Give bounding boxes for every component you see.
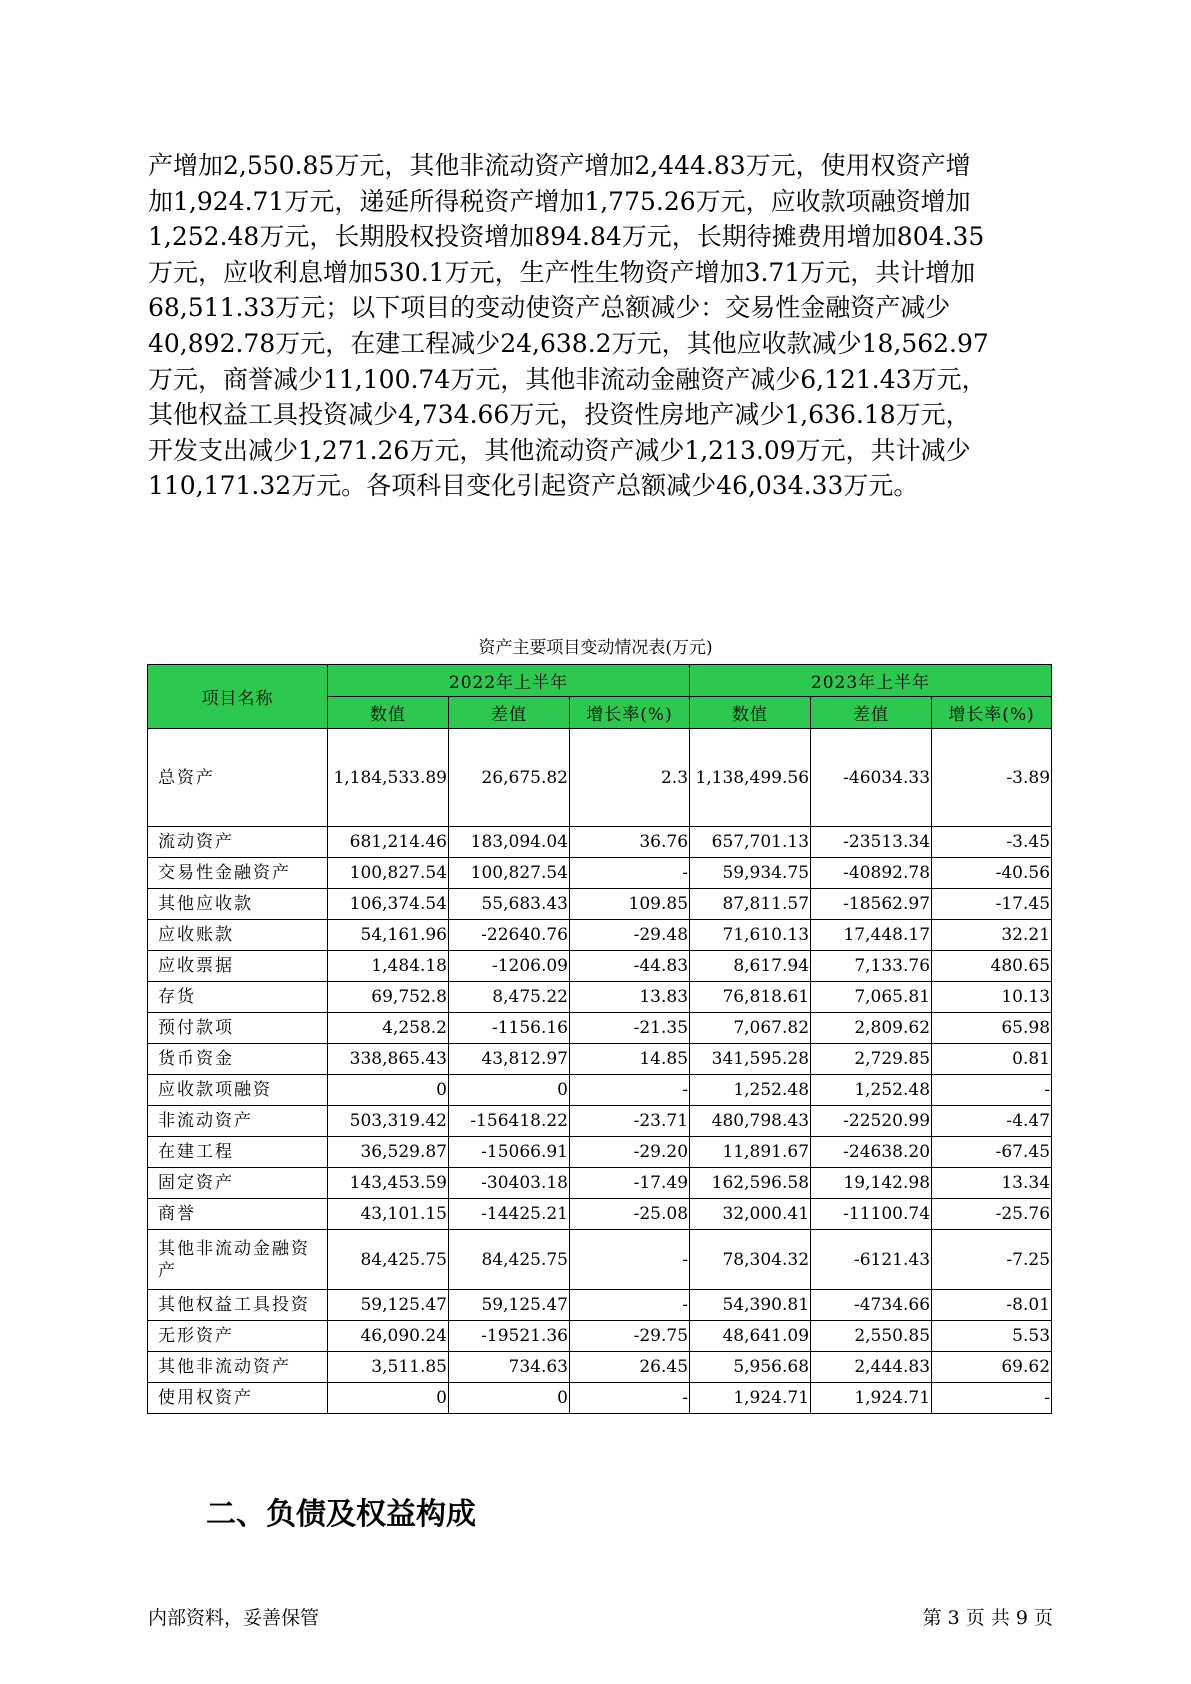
table-row [148, 1290, 1052, 1321]
cell-value-2022: 0 [328, 1075, 449, 1106]
cell-value-2023: 162,596.58 [690, 1168, 811, 1199]
cell-value-2022: 1,184,533.89 [328, 729, 449, 827]
cell-growth-2023: 69.62 [932, 1352, 1052, 1383]
cell-growth-2023: -3.45 [932, 827, 1052, 858]
header-diff-2022: 差值 [449, 697, 570, 729]
cell-growth-2022: -29.20 [570, 1137, 690, 1168]
cell-growth-2023: -40.56 [932, 858, 1052, 889]
cell-diff-2022: -22640.76 [449, 920, 570, 951]
cell-diff-2023: -4734.66 [811, 1290, 932, 1321]
cell-value-2023: 59,934.75 [690, 858, 811, 889]
cell-diff-2022: 55,683.43 [449, 889, 570, 920]
cell-growth-2022: -44.83 [570, 951, 690, 982]
cell-growth-2023: 5.53 [932, 1321, 1052, 1352]
cell-diff-2023: -24638.20 [811, 1137, 932, 1168]
row-item-name: 流动资产 [148, 827, 328, 858]
cell-growth-2022: 36.76 [570, 827, 690, 858]
cell-value-2023: 8,617.94 [690, 951, 811, 982]
paragraph-line: 其他权益工具投资减少4,734.66万元，投资性房地产减少1,636.18万元， [148, 400, 971, 430]
paragraph-line: 万元，商誉减少11,100.74万元，其他非流动金融资产减少6,121.43万元， [148, 364, 987, 394]
cell-growth-2023: -25.76 [932, 1199, 1052, 1230]
header-value-2023: 数值 [690, 697, 811, 729]
cell-value-2022: 84,425.75 [328, 1230, 449, 1290]
cell-value-2022: 503,319.42 [328, 1106, 449, 1137]
footer-confidential-note: 内部资料，妥善保管 [148, 1607, 320, 1629]
cell-value-2023: 7,067.82 [690, 1013, 811, 1044]
paragraph-line: 40,892.78万元，在建工程减少24,638.2万元，其他应收款减少18,562.97 [148, 328, 989, 358]
table-row [148, 1199, 1052, 1230]
row-item-name: 应收账款 [148, 920, 328, 951]
cell-value-2023: 1,252.48 [690, 1075, 811, 1106]
row-item-name: 交易性金融资产 [148, 858, 328, 889]
header-item-name: 项目名称 [148, 665, 328, 729]
row-item-name: 预付款项 [148, 1013, 328, 1044]
row-item-name: 货币资金 [148, 1044, 328, 1075]
cell-growth-2022: -29.75 [570, 1321, 690, 1352]
table-body [148, 729, 1052, 1414]
cell-diff-2023: 1,252.48 [811, 1075, 932, 1106]
cell-growth-2023: -67.45 [932, 1137, 1052, 1168]
cell-growth-2022: -17.49 [570, 1168, 690, 1199]
row-item-name: 无形资产 [148, 1321, 328, 1352]
cell-value-2022: 3,511.85 [328, 1352, 449, 1383]
table-row [148, 951, 1052, 982]
cell-value-2022: 100,827.54 [328, 858, 449, 889]
cell-diff-2022: 100,827.54 [449, 858, 570, 889]
table-row [148, 1321, 1052, 1352]
cell-diff-2023: -6121.43 [811, 1230, 932, 1290]
cell-growth-2022: - [570, 1290, 690, 1321]
cell-value-2023: 480,798.43 [690, 1106, 811, 1137]
body-paragraph [148, 148, 1058, 504]
cell-growth-2023: 10.13 [932, 982, 1052, 1013]
cell-growth-2022: 26.45 [570, 1352, 690, 1383]
cell-growth-2022: -23.71 [570, 1106, 690, 1137]
table-row [148, 889, 1052, 920]
table-row [148, 827, 1052, 858]
paragraph-line: 加1,924.71万元，递延所得税资产增加1,775.26万元，应收款项融资增加 [148, 186, 971, 216]
cell-diff-2022: -1156.16 [449, 1013, 570, 1044]
cell-diff-2023: -22520.99 [811, 1106, 932, 1137]
header-growth-2022: 增长率(%) [570, 697, 690, 729]
footer-page-number: 第 3 页 共 9 页 [922, 1607, 1053, 1629]
cell-growth-2022: - [570, 1230, 690, 1290]
row-item-name: 存货 [148, 982, 328, 1013]
cell-value-2023: 76,818.61 [690, 982, 811, 1013]
row-item-name: 在建工程 [148, 1137, 328, 1168]
cell-diff-2023: 2,809.62 [811, 1013, 932, 1044]
cell-value-2023: 78,304.32 [690, 1230, 811, 1290]
header-period-2023: 2023年上半年 [690, 665, 1052, 697]
table-row [148, 982, 1052, 1013]
cell-value-2023: 48,641.09 [690, 1321, 811, 1352]
cell-diff-2023: 2,729.85 [811, 1044, 932, 1075]
cell-diff-2023: 7,065.81 [811, 982, 932, 1013]
cell-value-2022: 43,101.15 [328, 1199, 449, 1230]
row-item-name: 应收票据 [148, 951, 328, 982]
cell-growth-2023: - [932, 1075, 1052, 1106]
row-item-name: 非流动资产 [148, 1106, 328, 1137]
cell-value-2023: 54,390.81 [690, 1290, 811, 1321]
cell-growth-2022: 2.3 [570, 729, 690, 827]
header-growth-2023: 增长率(%) [932, 697, 1052, 729]
paragraph-line: 110,171.32万元。各项科目变化引起资产总额减少46,034.33万元。 [148, 471, 919, 501]
cell-growth-2023: 13.34 [932, 1168, 1052, 1199]
table-row [148, 1075, 1052, 1106]
cell-diff-2023: -18562.97 [811, 889, 932, 920]
table-caption: 资产主要项目变动情况表(万元) [478, 638, 713, 658]
row-item-name: 商誉 [148, 1199, 328, 1230]
cell-diff-2023: 7,133.76 [811, 951, 932, 982]
cell-value-2023: 657,701.13 [690, 827, 811, 858]
cell-diff-2022: 183,094.04 [449, 827, 570, 858]
cell-growth-2022: -29.48 [570, 920, 690, 951]
cell-growth-2023: -3.89 [932, 729, 1052, 827]
paragraph-line: 1,252.48万元，长期股权投资增加894.84万元，长期待摊费用增加804.35 [148, 222, 985, 252]
cell-growth-2023: -17.45 [932, 889, 1052, 920]
table-row [148, 1168, 1052, 1199]
header-period-2022: 2022年上半年 [328, 665, 690, 697]
cell-growth-2022: -25.08 [570, 1199, 690, 1230]
cell-value-2022: 1,484.18 [328, 951, 449, 982]
table-row [148, 1044, 1052, 1075]
cell-growth-2023: 32.21 [932, 920, 1052, 951]
cell-value-2022: 143,453.59 [328, 1168, 449, 1199]
paragraph-line: 万元，应收利息增加530.1万元，生产性生物资产增加3.71万元，共计增加 [148, 257, 976, 287]
cell-value-2023: 5,956.68 [690, 1352, 811, 1383]
cell-diff-2022: -30403.18 [449, 1168, 570, 1199]
cell-growth-2022: 109.85 [570, 889, 690, 920]
cell-value-2023: 71,610.13 [690, 920, 811, 951]
cell-diff-2022: -15066.91 [449, 1137, 570, 1168]
cell-diff-2022: 0 [449, 1075, 570, 1106]
cell-diff-2022: 8,475.22 [449, 982, 570, 1013]
cell-value-2022: 59,125.47 [328, 1290, 449, 1321]
cell-growth-2023: - [932, 1383, 1052, 1414]
cell-diff-2022: 43,812.97 [449, 1044, 570, 1075]
cell-value-2023: 1,138,499.56 [690, 729, 811, 827]
table-row [148, 1352, 1052, 1383]
table-row [148, 729, 1052, 827]
row-item-name: 固定资产 [148, 1168, 328, 1199]
paragraph-line: 68,511.33万元；以下项目的变动使资产总额减少：交易性金融资产减少 [148, 293, 951, 323]
cell-growth-2022: 14.85 [570, 1044, 690, 1075]
row-item-name: 总资产 [148, 729, 328, 827]
table-row [148, 1013, 1052, 1044]
cell-value-2022: 46,090.24 [328, 1321, 449, 1352]
cell-growth-2023: -4.47 [932, 1106, 1052, 1137]
paragraph-line: 产增加2,550.85万元，其他非流动资产增加2,444.83万元，使用权资产增 [148, 151, 971, 180]
cell-diff-2022: 0 [449, 1383, 570, 1414]
cell-growth-2023: -7.25 [932, 1230, 1052, 1290]
header-value-2022: 数值 [328, 697, 449, 729]
cell-value-2023: 87,811.57 [690, 889, 811, 920]
cell-diff-2023: 1,924.71 [811, 1383, 932, 1414]
cell-value-2022: 69,752.8 [328, 982, 449, 1013]
row-item-name: 其他权益工具投资 [148, 1290, 328, 1321]
paragraph-line: 开发支出减少1,271.26万元，其他流动资产减少1,213.09万元，共计减少 [148, 435, 971, 465]
cell-diff-2023: -11100.74 [811, 1199, 932, 1230]
cell-value-2022: 36,529.87 [328, 1137, 449, 1168]
cell-growth-2023: 480.65 [932, 951, 1052, 982]
table-row [148, 920, 1052, 951]
cell-diff-2023: -23513.34 [811, 827, 932, 858]
cell-growth-2022: 13.83 [570, 982, 690, 1013]
cell-growth-2023: 65.98 [932, 1013, 1052, 1044]
cell-value-2023: 32,000.41 [690, 1199, 811, 1230]
table-row [148, 1137, 1052, 1168]
cell-value-2022: 54,161.96 [328, 920, 449, 951]
cell-value-2023: 341,595.28 [690, 1044, 811, 1075]
table-row [148, 1106, 1052, 1137]
cell-growth-2022: - [570, 1075, 690, 1106]
cell-diff-2023: 2,444.83 [811, 1352, 932, 1383]
row-item-name: 使用权资产 [148, 1383, 328, 1414]
cell-diff-2022: 734.63 [449, 1352, 570, 1383]
row-item-name: 其他非流动金融资产 [148, 1230, 328, 1290]
cell-diff-2023: 19,142.98 [811, 1168, 932, 1199]
cell-value-2023: 1,924.71 [690, 1383, 811, 1414]
cell-diff-2022: -14425.21 [449, 1199, 570, 1230]
cell-diff-2023: 17,448.17 [811, 920, 932, 951]
cell-value-2022: 338,865.43 [328, 1044, 449, 1075]
table-row [148, 858, 1052, 889]
cell-value-2022: 106,374.54 [328, 889, 449, 920]
row-item-name: 其他应收款 [148, 889, 328, 920]
cell-diff-2023: 2,550.85 [811, 1321, 932, 1352]
header-diff-2023: 差值 [811, 697, 932, 729]
section-heading: 二、负债及权益构成 [206, 1497, 476, 1532]
table-header [148, 665, 1052, 729]
asset-change-table [147, 664, 1052, 1414]
cell-diff-2022: 84,425.75 [449, 1230, 570, 1290]
cell-diff-2022: -156418.22 [449, 1106, 570, 1137]
cell-diff-2023: -46034.33 [811, 729, 932, 827]
cell-value-2022: 0 [328, 1383, 449, 1414]
row-item-name: 应收款项融资 [148, 1075, 328, 1106]
cell-growth-2022: - [570, 1383, 690, 1414]
cell-diff-2022: 26,675.82 [449, 729, 570, 827]
cell-diff-2022: 59,125.47 [449, 1290, 570, 1321]
table-row [148, 1230, 1052, 1290]
cell-diff-2023: -40892.78 [811, 858, 932, 889]
cell-value-2023: 11,891.67 [690, 1137, 811, 1168]
table-row [148, 1383, 1052, 1414]
cell-value-2022: 681,214.46 [328, 827, 449, 858]
row-item-name: 其他非流动资产 [148, 1352, 328, 1383]
cell-growth-2022: - [570, 858, 690, 889]
cell-growth-2023: -8.01 [932, 1290, 1052, 1321]
cell-growth-2022: -21.35 [570, 1013, 690, 1044]
cell-value-2022: 4,258.2 [328, 1013, 449, 1044]
cell-growth-2023: 0.81 [932, 1044, 1052, 1075]
cell-diff-2022: -19521.36 [449, 1321, 570, 1352]
cell-diff-2022: -1206.09 [449, 951, 570, 982]
